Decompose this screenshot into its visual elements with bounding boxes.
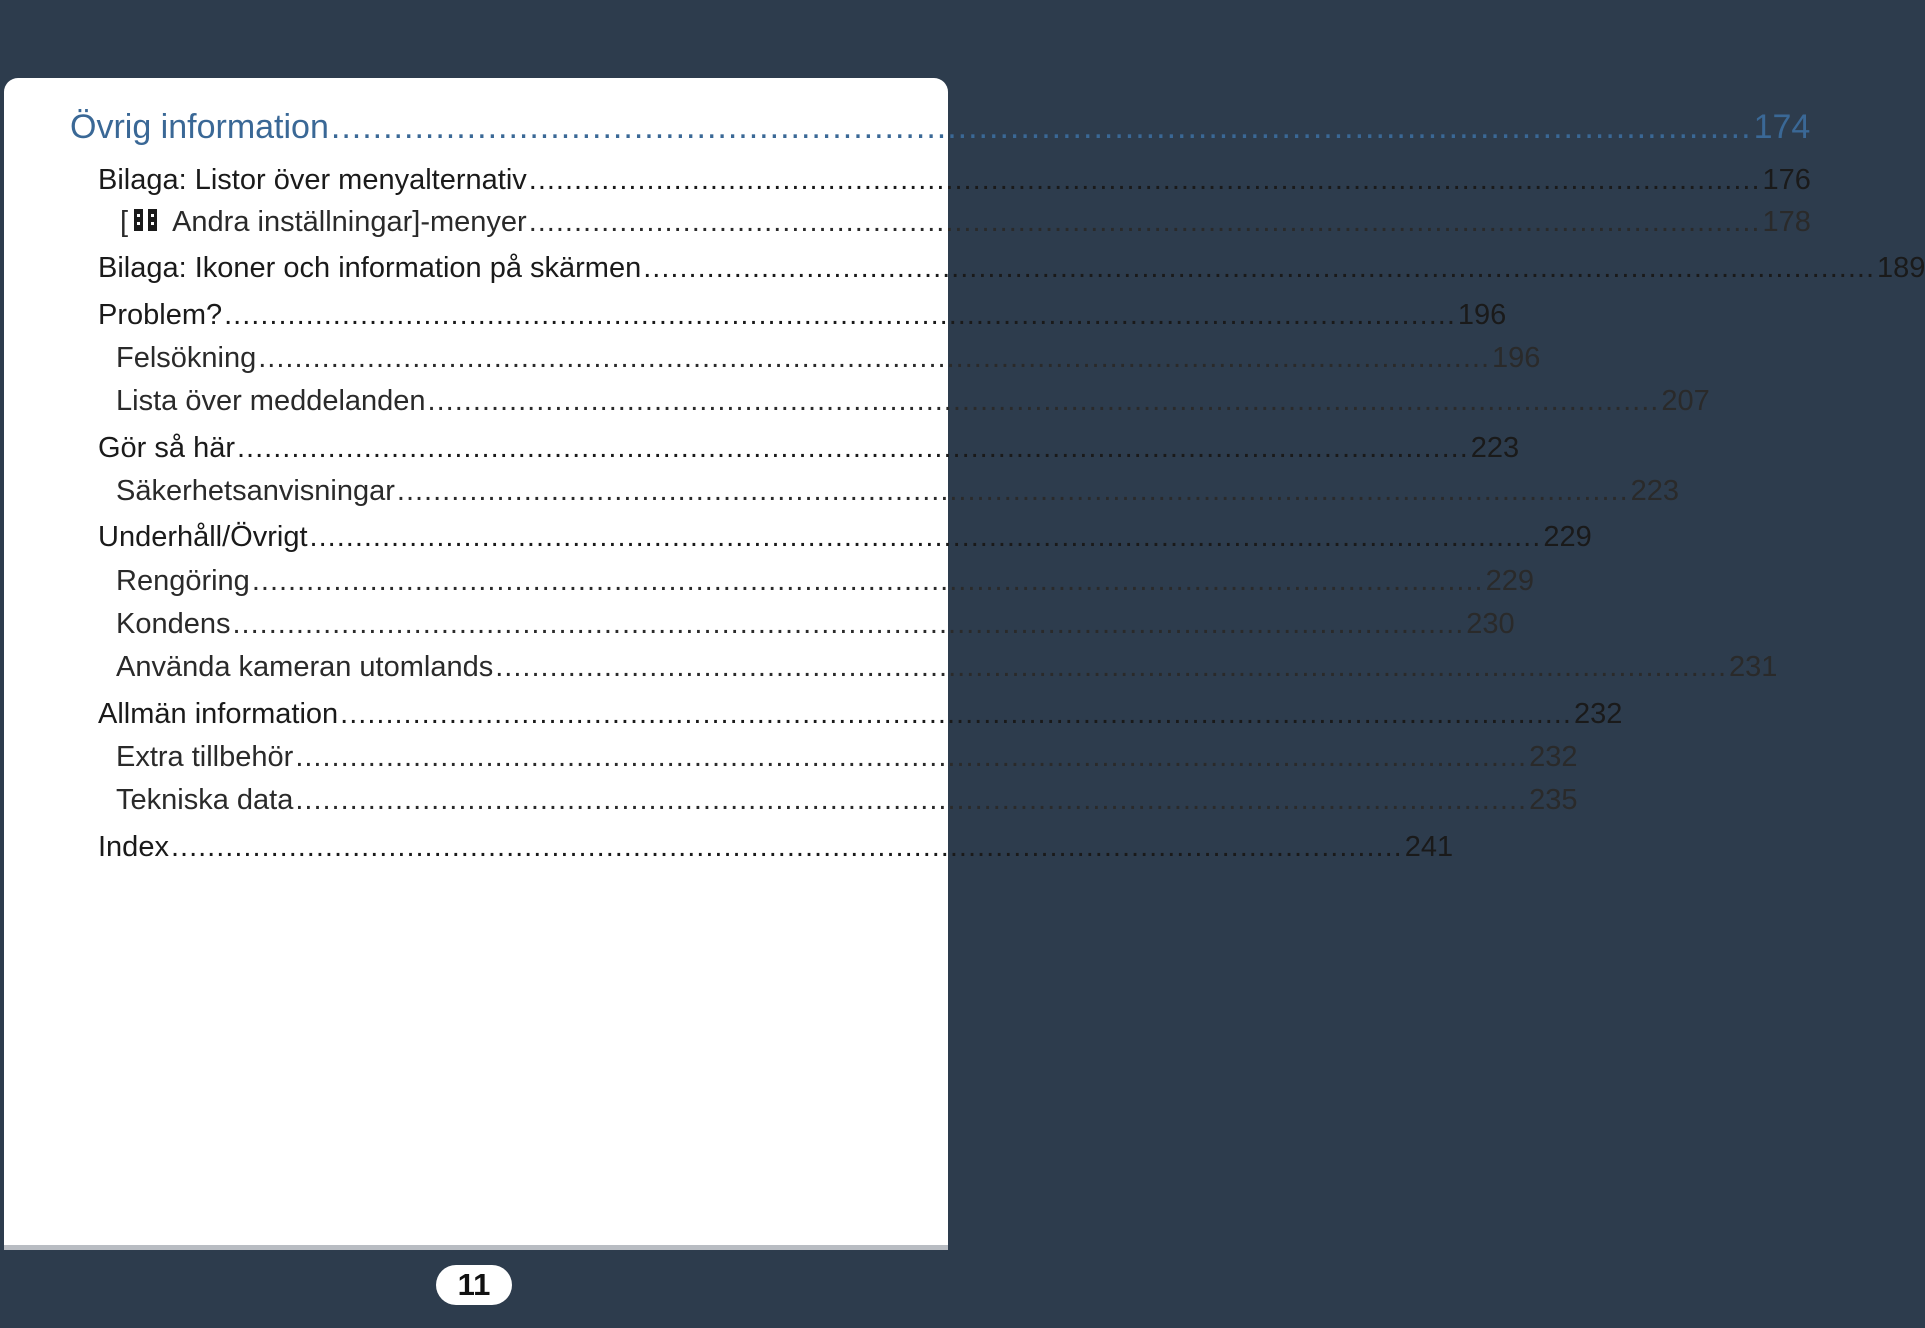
- toc-leader: ........................................................................................................................................: [224, 299, 1456, 331]
- toc-entry[interactable]: [98, 698, 1623, 731]
- toc-title: Bilaga: Listor över menyalternativ: [98, 164, 527, 196]
- toc-page: 235: [1529, 784, 1578, 816]
- toc-page: 178: [1762, 206, 1811, 238]
- toc-title: Säkerhetsanvisningar: [116, 475, 395, 507]
- toc-title: Lista över meddelanden: [116, 385, 426, 417]
- toc-entry[interactable]: [98, 432, 1520, 465]
- toc-leader: ........................................................................................................................................: [528, 164, 1761, 196]
- toc-title-text: Andra inställningar]-menyer: [172, 206, 527, 238]
- toc-page: 207: [1661, 385, 1710, 417]
- toc-entry[interactable]: [120, 206, 1811, 239]
- toc-leader: ........................................................................................................................................: [427, 385, 1660, 417]
- toc-leader: ........................................................................................................................................: [170, 831, 1403, 863]
- toc-heading-ovrig-information[interactable]: [70, 108, 1811, 147]
- toc-title: [120, 206, 527, 239]
- toc-page: 196: [1492, 342, 1541, 374]
- toc-leader: ........................................................................................................................................: [495, 651, 1728, 683]
- toc-entry[interactable]: [116, 651, 1778, 684]
- toc-leader: ........................................................................................................................................: [295, 784, 1528, 816]
- toc-leader: ........................................................................................................................................: [309, 521, 1542, 553]
- toc-title: Rengöring: [116, 565, 250, 597]
- toc-title: Felsökning: [116, 342, 257, 374]
- toc-leader: ........................................................................................................................................: [643, 252, 1876, 284]
- toc-entry[interactable]: [116, 608, 1515, 641]
- toc-leader: ........................................................................................................................................: [251, 565, 1484, 597]
- toc-page: 229: [1543, 521, 1592, 553]
- toc-entry[interactable]: [98, 252, 1925, 285]
- toc-title: Övrig information: [70, 108, 329, 146]
- toc-leader: ........................................................................................................................................: [396, 475, 1629, 507]
- toc-title: Underhåll/Övrigt: [98, 521, 308, 553]
- toc-entry[interactable]: [98, 164, 1811, 197]
- toc-leader: ........................................................................................................................................: [295, 741, 1528, 773]
- toc-title: Allmän information: [98, 698, 339, 730]
- toc-title: Använda kameran utomlands: [116, 651, 494, 683]
- toc-entry[interactable]: [116, 565, 1534, 598]
- toc-entry[interactable]: [116, 741, 1578, 774]
- toc-page: 223: [1470, 432, 1520, 464]
- toc-entry[interactable]: [116, 342, 1541, 375]
- toc-page: 196: [1457, 299, 1507, 331]
- toc-title: Tekniska data: [116, 784, 294, 816]
- toc-leader: ........................................................................................................................................: [258, 342, 1491, 374]
- toc-entry[interactable]: [116, 475, 1680, 508]
- toc-page: 232: [1573, 698, 1623, 730]
- toc-entry[interactable]: [98, 299, 1507, 332]
- toc-leader: ........................................................................................................................................: [330, 108, 1752, 146]
- page-number-badge: 11: [436, 1265, 512, 1305]
- toc-page: 189: [1877, 252, 1925, 284]
- toc-entry[interactable]: [116, 784, 1578, 817]
- toc-leader: ........................................................................................................................................: [237, 432, 1469, 464]
- toc-leader: ........................................................................................................................................: [528, 206, 1761, 238]
- toc-page: 176: [1762, 164, 1811, 196]
- toc-leader: ........................................................................................................................................: [340, 698, 1572, 730]
- toc-title: Kondens: [116, 608, 231, 640]
- toc-entry[interactable]: [98, 831, 1454, 864]
- toc-page: 241: [1404, 831, 1454, 863]
- toc-title: Bilaga: Ikoner och information på skärmen: [98, 252, 642, 284]
- page-sheet: [4, 78, 1925, 1250]
- toc-page: 230: [1466, 608, 1515, 640]
- toc-page: 174: [1753, 108, 1811, 146]
- toc-title: Index: [98, 831, 169, 863]
- toc-page: 231: [1729, 651, 1778, 683]
- settings-menu-icon: [132, 207, 162, 233]
- bracket-open: [: [120, 206, 129, 238]
- toc-title: Extra tillbehör: [116, 741, 294, 773]
- toc-page: 232: [1529, 741, 1578, 773]
- toc-page: 223: [1630, 475, 1680, 507]
- toc-entry[interactable]: [98, 521, 1592, 554]
- toc-page: 229: [1485, 565, 1534, 597]
- toc-leader: ........................................................................................................................................: [232, 608, 1465, 640]
- toc-title: Problem?: [98, 299, 223, 331]
- toc-entry[interactable]: [116, 385, 1710, 418]
- toc-title: Gör så här: [98, 432, 235, 464]
